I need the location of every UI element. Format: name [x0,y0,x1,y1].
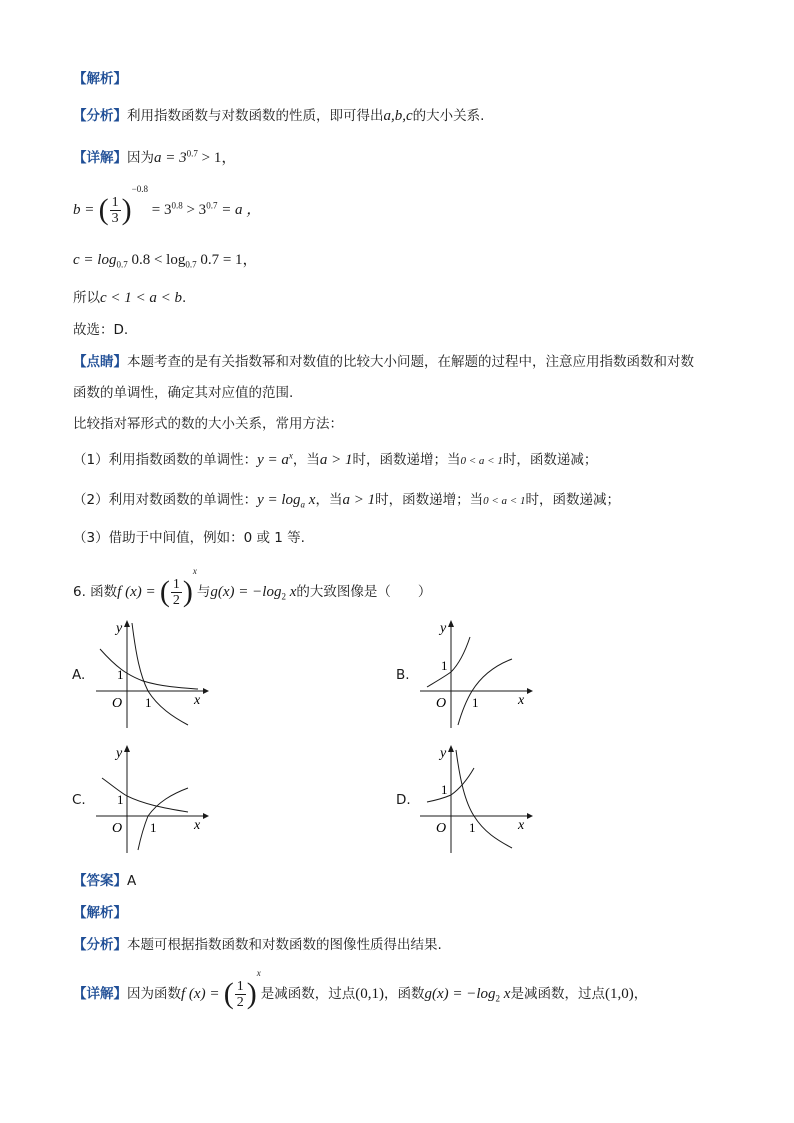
paren-close: ) [121,193,132,226]
q6-g-var: x [285,584,297,600]
graph-a-exp-curve [100,649,198,689]
m1-cond2: 0 < a < 1 [460,455,503,467]
graph-d-log-curve [456,750,512,848]
detail2-2: 是减函数，过点 [260,986,356,1002]
q6-paren-close: ) [182,575,193,608]
m2-cond: a > 1 [342,492,376,508]
graph-b[interactable] [412,615,537,730]
graph-a-x-arrow [203,688,209,694]
option-a-label[interactable]: A. [72,667,86,683]
q6-tail: 的大致图像是（ ） [296,584,432,600]
graph-c-log-curve [138,788,188,850]
m2-var: x [305,492,316,508]
detail2-frac-n: 1 [236,978,244,994]
detail2-fraction [235,979,246,1010]
detail2-1: 因为函数 [127,986,181,1002]
q6-fraction [171,577,182,608]
graph-d-y-tick: 1 [441,782,448,797]
analysis-text-2: 本题可根据指数函数和对数函数的图像性质得出结果. [127,937,442,953]
m2-fn: y = log [257,492,301,508]
expr-c-3: 0.7 = 1， [196,252,258,268]
tag-daan: 【答案】 [73,873,127,889]
graph-b-y-arrow [448,620,454,627]
frac-numerator: 1 [111,194,119,210]
tag-fenxi: 【分析】 [73,108,127,124]
exp-08: 0.8 [171,200,183,211]
m1-fn: y = a [257,452,289,468]
graph-d-y-arrow [448,745,454,752]
dianjing-text-1: 本题考查的是有关指数幂和对数值的比较大小问题，在解题的过程中，注意应用指数函数和对数 [127,354,694,370]
detail2-3: ，函数 [383,986,425,1002]
graph-c-y-label: y [116,746,123,761]
q6-num: 6. 函数 [73,584,118,600]
exp-07: 0.7 [206,200,218,211]
detail2-pt2: (1,0) [604,986,634,1002]
graph-c-x-label: x [194,818,201,833]
option-c-label[interactable]: C. [72,792,86,808]
q6-frac-d: 2 [172,592,180,608]
m2-dec: 时，函数递减； [525,492,620,508]
graph-c-y-tick: 1 [117,792,124,807]
detail2-g-def: g(x) = −log [424,986,496,1002]
detail2-f-exp: x [256,968,261,978]
dianjing-line-1 [73,350,694,370]
frac-denominator: 3 [111,210,119,226]
analysis-vars: a,b,c [383,108,413,124]
graph-c[interactable] [88,740,213,855]
section-label-jiexi: 【解析】 [73,71,127,87]
detail-line-2 [73,968,647,1010]
detail2-paren-close: ) [246,977,257,1010]
m1-prefix: （1）利用指数函数的单调性： [73,452,258,468]
graph-a-y-label: y [116,621,123,636]
graph-a-x-label: x [194,693,201,708]
m2-sub: a [300,499,306,510]
graph-b-y-tick: 1 [441,658,448,673]
graph-a[interactable] [88,615,213,730]
graph-b-x-label: x [518,693,525,708]
exp-m08: −0.8 [131,184,148,194]
detail2-pt1: (0,1) [355,986,384,1002]
paren-open: ( [98,193,109,226]
graph-b-log-curve [458,659,512,725]
graph-c-x-arrow [203,813,209,819]
graph-c-y-arrow [124,745,130,752]
graph-a-x-tick: 1 [145,695,152,710]
answer-value: A [127,873,137,889]
analysis-line-2 [73,933,442,953]
detail-line-a [73,146,236,167]
graph-d-x-arrow [527,813,533,819]
m1-exp: x [288,450,293,461]
sub-c-1: 0.7 [116,259,128,270]
so-prefix: 所以 [73,290,100,306]
graph-b-y-label: y [440,621,447,636]
expr-c-1: c = log [73,252,117,268]
tag-fenxi-2: 【分析】 [73,937,127,953]
answer-line [73,869,136,889]
analysis-line [73,104,484,125]
m2-prefix: （2）利用对数函数的单调性： [73,492,258,508]
fraction-one-third [110,195,121,226]
choice-line: 故选：D. [73,322,129,338]
analysis-text: 利用指数函数与对数函数的性质，即可得出 [127,108,384,124]
graph-a-y-tick: 1 [117,667,124,682]
detail2-g-sub: 2 [495,993,501,1004]
method-1 [73,448,597,469]
graph-c-exp-curve [102,778,188,812]
method-intro: 比较指对幂形式的数的大小关系，常用方法： [73,416,343,432]
graph-b-exp-curve [427,637,470,687]
tag-dianjing: 【点睛】 [73,354,127,370]
q6-paren-open: ( [159,575,170,608]
expr-a: a = 3 [154,150,187,166]
expr-b-gt: > 3 [182,202,207,218]
detail-line-b [73,184,261,226]
m1-cond: a > 1 [319,452,353,468]
expr-b-lhs: b = [73,202,95,218]
detail2-g-var: x [500,986,511,1002]
graph-c-x-tick: 1 [150,820,157,835]
q6-frac-n: 1 [172,576,180,592]
m1-dec: 时，函数递减； [502,452,598,468]
detail2-5: ， [633,986,648,1002]
tag-xiangjie: 【详解】 [73,150,127,166]
graph-d-y-label: y [440,746,447,761]
graph-d-x-label: x [518,818,525,833]
q6-with: 与 [196,584,211,600]
graph-a-y-arrow [124,620,130,627]
expr-b-end: = a ， [217,202,262,218]
detail2-f-lhs: f (x) = [181,986,220,1002]
method-2 [73,488,620,510]
method-3: （3）借助于中间值，例如：0 或 1 等. [73,530,305,546]
so-expr: c < 1 < a < b [100,290,183,306]
analysis-end: 的大小关系. [412,108,485,124]
graph-b-x-tick: 1 [472,695,479,710]
expr-a-tail: > 1， [197,150,237,166]
question-6 [73,566,431,608]
graph-d-origin: O [436,821,447,836]
detail2-paren-open: ( [223,977,234,1010]
option-b-label[interactable]: B. [396,667,410,683]
conclusion-line [73,286,186,307]
q6-g-sub: 2 [281,591,286,602]
m1-mid: ，当 [292,452,320,468]
q6-f-exp: x [192,566,197,576]
graph-a-origin: O [112,696,123,711]
m1-inc: 时，函数递增；当 [352,452,461,468]
q6-f-lhs: f (x) = [117,584,156,600]
detail-line-c [73,248,258,270]
graph-d[interactable] [412,740,537,855]
sub-c-2: 0.7 [185,259,197,270]
expr-c-2: 0.8 < log [127,252,186,268]
section-label-jiexi-2: 【解析】 [73,905,127,921]
graph-c-origin: O [112,821,123,836]
m2-mid: ，当 [315,492,343,508]
graph-a-log-curve [132,623,188,725]
detail2-4: 是减函数，过点 [510,986,605,1002]
expr-b-eq1: = 3 [148,202,172,218]
tag-xiangjie-2: 【详解】 [73,986,127,1002]
so-end: . [182,290,187,306]
m2-cond2: 0 < a < 1 [483,495,526,507]
q6-g-def: g(x) = −log [210,584,282,600]
m2-inc: 时，函数递增；当 [375,492,484,508]
detail2-frac-d: 2 [236,994,244,1010]
exp-a: 0.7 [186,148,198,159]
option-d-label[interactable]: D. [396,792,411,808]
graph-b-x-arrow [527,688,533,694]
graph-b-origin: O [436,696,447,711]
detail-prefix: 因为 [127,150,154,166]
graph-d-x-tick: 1 [469,820,476,835]
dianjing-line-2: 函数的单调性，确定其对应值的范围. [73,385,294,401]
